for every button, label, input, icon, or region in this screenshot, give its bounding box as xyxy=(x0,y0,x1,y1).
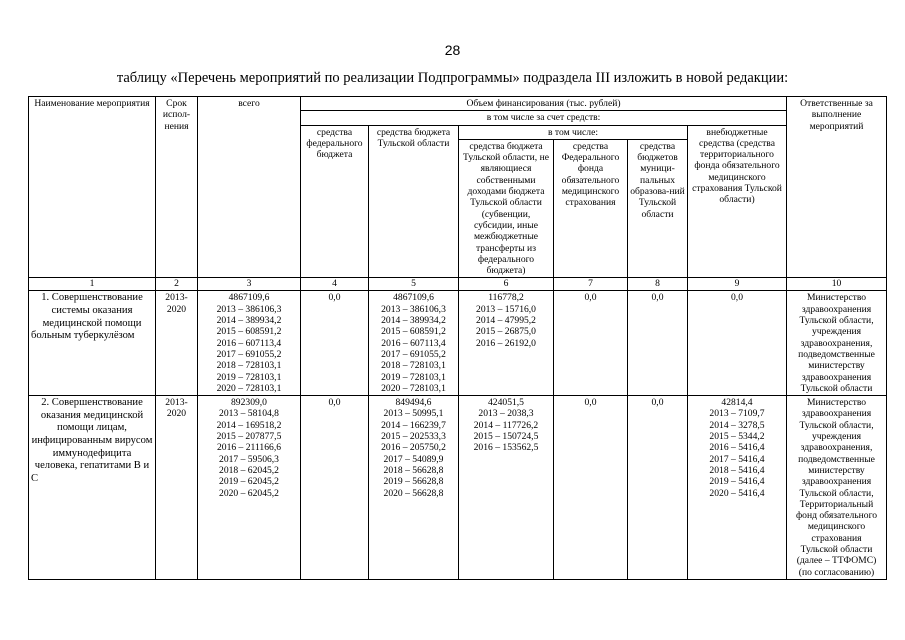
cell-line: 2014 – 389934,2 xyxy=(216,315,282,327)
col-number: 1 xyxy=(29,278,156,291)
cell-line: 2020 xyxy=(166,408,187,420)
col-number: 8 xyxy=(628,278,688,291)
cell-line: 2020 – 62045,2 xyxy=(219,487,279,499)
cell-line: 2015 – 5344,2 xyxy=(709,431,765,443)
cell-line: 2018 – 5416,4 xyxy=(709,464,765,476)
cell-line: 2013- xyxy=(165,397,188,409)
header-financing: Объем финансирования (тыс. рублей) xyxy=(301,97,787,111)
cell-line: 0,0 xyxy=(584,292,597,304)
cell-line: 2014 – 3278,5 xyxy=(709,419,765,431)
cell-line: Министерство xyxy=(806,292,867,304)
header-non-own: средства бюджета Тульской области, не являющиеся собственными доходами бюджета Тульской области (субвенции, субсидии, иные межбюджетные трансферты из федерального бюджета) xyxy=(459,139,554,278)
header-total: всего xyxy=(198,97,301,278)
cell-line: 2016 – 5416,4 xyxy=(709,442,765,454)
measure-term xyxy=(156,396,198,580)
intro-text: таблицу «Перечень мероприятий по реализации Подпрограммы» подраздела III изложить в новой редакции: xyxy=(116,70,789,86)
cell-line: 0,0 xyxy=(731,292,743,304)
header-row-1 xyxy=(29,97,887,111)
col-number: 2 xyxy=(156,278,198,291)
measure-name: 2. Совершенствование оказания медицинской помощи лицам, инфицированным вирусом иммунодефицита человека, гепатитами В и С xyxy=(29,396,156,580)
cell-line: подведомственные xyxy=(798,348,875,360)
column-numbers-row xyxy=(29,278,887,291)
header-term: Срок испол-нения xyxy=(156,97,198,278)
col-number: 9 xyxy=(688,278,787,291)
cell-line: 2018 – 62045,2 xyxy=(219,464,279,476)
cell-line: 0,0 xyxy=(651,397,664,409)
cell-line: 2019 – 56628,8 xyxy=(383,476,444,488)
cell-line: 2015 – 26875,0 xyxy=(476,326,536,338)
cell-line: 2014 – 117726,2 xyxy=(473,419,539,431)
cell-line: 2018 – 56628,8 xyxy=(383,464,444,476)
cell-line: 2016 – 26192,0 xyxy=(476,337,536,349)
col-number: 6 xyxy=(459,278,554,291)
federal-amount xyxy=(301,291,369,396)
cell-line: 2013 – 50995,1 xyxy=(383,408,444,420)
cell-line: 116778,2 xyxy=(488,292,524,304)
cell-line: 2013 – 7109,7 xyxy=(709,408,765,420)
table-row xyxy=(29,396,887,580)
header-extrabudget: внебюджетные средства (средства территориального фонда обязательного медицинского страхования Тульской области) xyxy=(688,125,787,278)
cell-line: медицинского xyxy=(807,521,866,533)
cell-line: Министерство xyxy=(806,397,867,409)
cell-line: 2016 – 607113,4 xyxy=(381,337,446,349)
col-number: 10 xyxy=(787,278,887,291)
cell-line: здравоохранения xyxy=(801,371,872,383)
municipal-amount xyxy=(628,291,688,396)
measure-name: 1. Совершенствование системы оказания медицинской помощи больным туберкулёзом xyxy=(29,291,156,396)
cell-line: Тульской области, xyxy=(799,315,874,327)
cell-line: 2014 – 47995,2 xyxy=(476,315,536,327)
cell-line: 2016 – 211166,6 xyxy=(216,442,282,454)
cell-line: 2014 – 169518,2 xyxy=(216,419,282,431)
header-name: Наименование мероприятия xyxy=(29,97,156,278)
cell-line: Тульской области xyxy=(800,543,873,555)
cell-line: 2020 – 728103,1 xyxy=(216,382,282,394)
fund-amount xyxy=(554,396,628,580)
cell-line: 849494,6 xyxy=(395,397,432,409)
cell-line: подведомственные xyxy=(798,453,875,465)
cell-line: здравоохранения xyxy=(801,303,872,315)
cell-line: 2018 – 728103,1 xyxy=(381,360,446,372)
header-municipal: средства бюджетов муници-пальных образова-ний Тульской области xyxy=(628,139,688,278)
responsible-party xyxy=(787,396,887,580)
cell-line: 2013 – 386106,3 xyxy=(381,303,446,315)
regional-amount xyxy=(369,396,459,580)
cell-line: 2013 – 386106,3 xyxy=(216,303,282,315)
total-amount xyxy=(198,396,301,580)
cell-line: 0,0 xyxy=(328,292,341,304)
cell-line: Тульской области, xyxy=(799,487,874,499)
cell-line: 2013- xyxy=(165,292,188,304)
cell-line: здравоохранения, xyxy=(800,442,873,454)
cell-line: 892309,0 xyxy=(231,397,267,409)
cell-line: 2016 – 607113,4 xyxy=(216,337,282,349)
cell-line: 2020 – 5416,4 xyxy=(709,487,765,499)
measure-term xyxy=(156,291,198,396)
cell-line: 2013 – 2038,3 xyxy=(478,408,534,420)
cell-line: Тульской области xyxy=(800,382,873,394)
cell-line: 4867109,6 xyxy=(228,292,270,304)
cell-line: (по согласованию) xyxy=(798,566,875,578)
cell-line: (далее – ТТФОМС) xyxy=(796,555,877,567)
col-number: 7 xyxy=(554,278,628,291)
cell-line: здравоохранения xyxy=(801,408,872,420)
responsible-party xyxy=(787,291,887,396)
cell-line: 2015 – 608591,2 xyxy=(381,326,446,338)
measures-table xyxy=(28,96,887,580)
cell-line: 2020 xyxy=(166,303,187,315)
col-number: 4 xyxy=(301,278,369,291)
cell-line: 2020 – 56628,8 xyxy=(383,487,444,499)
cell-line: учреждения xyxy=(811,326,862,338)
header-including: в том числе: xyxy=(459,125,688,139)
regional-amount xyxy=(369,291,459,396)
header-regional: средства бюджета Тульской области xyxy=(369,125,459,278)
cell-line: 0,0 xyxy=(584,397,597,409)
extrabudget-amount xyxy=(688,396,787,580)
cell-line: фонд обязательного xyxy=(795,510,878,522)
cell-line: 2015 – 207877,5 xyxy=(216,431,282,443)
cell-line: министерству xyxy=(808,464,865,476)
cell-line: 2015 – 608591,2 xyxy=(216,326,282,338)
cell-line: 2013 – 58104,8 xyxy=(219,408,279,420)
cell-line: Тульской области, xyxy=(799,419,874,431)
cell-line: 2017 – 5416,4 xyxy=(709,453,765,465)
page-number: 28 xyxy=(444,42,461,58)
cell-line: учреждения xyxy=(811,431,862,443)
cell-line: 2015 – 150724,5 xyxy=(473,431,539,443)
cell-line: 2016 – 153562,5 xyxy=(473,442,539,454)
cell-line: 2020 – 728103,1 xyxy=(381,382,446,394)
cell-line: министерству xyxy=(808,360,865,372)
cell-line: 2017 – 691055,2 xyxy=(381,348,446,360)
cell-line: 0,0 xyxy=(328,397,341,409)
non-own-amount xyxy=(459,396,554,580)
municipal-amount xyxy=(628,396,688,580)
cell-line: 2015 – 202533,3 xyxy=(381,431,446,443)
cell-line: 4867109,6 xyxy=(393,292,434,304)
cell-line: 2013 – 15716,0 xyxy=(476,303,536,315)
extrabudget-amount xyxy=(688,291,787,396)
col-number: 5 xyxy=(369,278,459,291)
cell-line: 2019 – 5416,4 xyxy=(709,476,765,488)
col-number: 3 xyxy=(198,278,301,291)
cell-line: 0,0 xyxy=(651,292,664,304)
header-responsible: Ответственные за выполнение мероприятий xyxy=(787,97,887,278)
cell-line: страхования xyxy=(811,532,862,544)
cell-line: 2018 – 728103,1 xyxy=(216,360,282,372)
fund-amount xyxy=(554,291,628,396)
total-amount xyxy=(198,291,301,396)
cell-line: 42814,4 xyxy=(721,397,753,409)
cell-line: здравоохранения xyxy=(801,476,872,488)
cell-line: 2017 – 59506,3 xyxy=(219,453,279,465)
header-fund: средства Федерального фонда обязательного медицинского страхования xyxy=(554,139,628,278)
header-federal: средства федерального бюджета xyxy=(301,125,369,278)
non-own-amount xyxy=(459,291,554,396)
table-row xyxy=(29,291,887,396)
cell-line: 2017 – 54089,9 xyxy=(383,453,444,465)
cell-line: 2019 – 728103,1 xyxy=(216,371,282,383)
cell-line: 424051,5 xyxy=(488,397,524,409)
cell-line: Территориальный xyxy=(799,498,874,510)
cell-line: 2019 – 62045,2 xyxy=(219,476,279,488)
cell-line: 2014 – 166239,7 xyxy=(381,419,446,431)
cell-line: 2016 – 205750,2 xyxy=(381,442,446,454)
federal-amount xyxy=(301,396,369,580)
cell-line: 2019 – 728103,1 xyxy=(381,371,446,383)
header-by-source: в том числе за счет средств: xyxy=(301,111,787,125)
cell-line: 2014 – 389934,2 xyxy=(381,315,446,327)
cell-line: здравоохранения, xyxy=(800,337,873,349)
cell-line: 2017 – 691055,2 xyxy=(216,348,282,360)
